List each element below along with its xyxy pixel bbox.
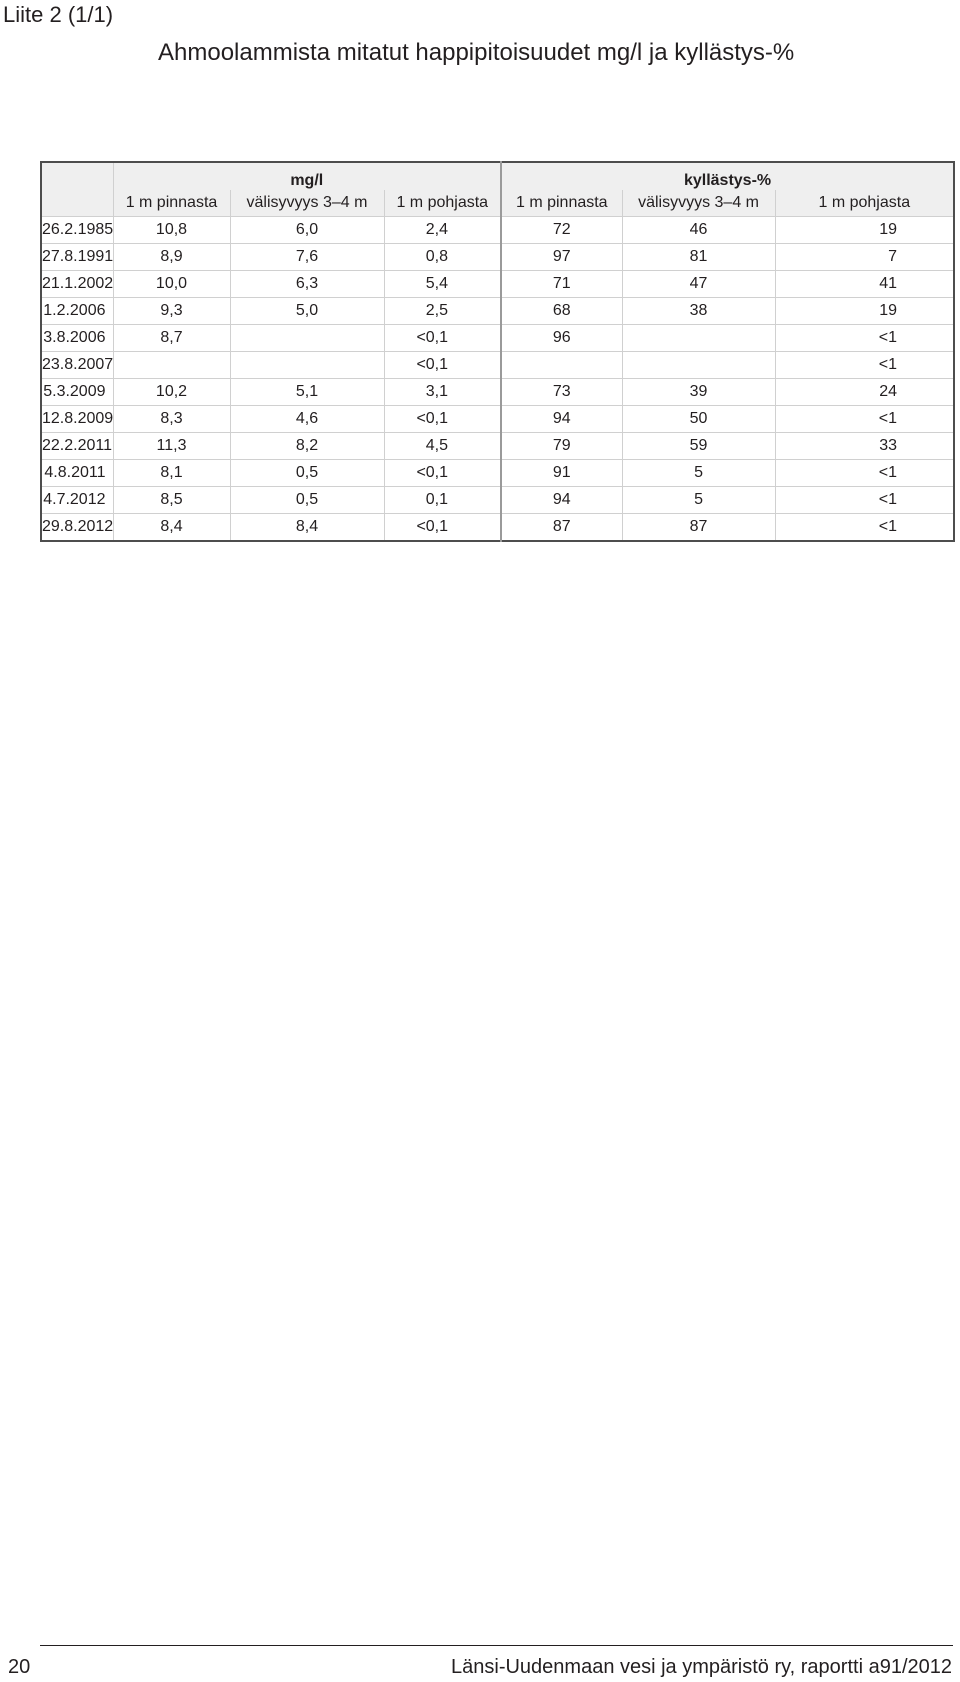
table-row <box>41 298 954 325</box>
value-cell: 8,4 <box>230 514 384 542</box>
table-row <box>41 271 954 298</box>
table-row <box>41 514 954 542</box>
col-header: 1 m pinnasta <box>501 190 622 217</box>
date-cell: 5.3.2009 <box>41 379 113 406</box>
value-cell: 4,6 <box>230 406 384 433</box>
corner-cell <box>41 162 113 190</box>
table-row <box>41 406 954 433</box>
value-cell: 46 <box>622 217 775 244</box>
col-header: välisyvyys 3–4 m <box>622 190 775 217</box>
value-cell: 0,1 <box>384 487 501 514</box>
value-cell: 6,3 <box>230 271 384 298</box>
value-cell: 0,5 <box>230 460 384 487</box>
value-cell: 10,2 <box>113 379 230 406</box>
value-cell: 96 <box>501 325 622 352</box>
value-cell: 8,5 <box>113 487 230 514</box>
value-cell: 24 <box>775 379 954 406</box>
value-cell: 94 <box>501 406 622 433</box>
page-number: 20 <box>8 1656 31 1678</box>
table-row <box>41 217 954 244</box>
value-cell: 11,3 <box>113 433 230 460</box>
value-cell: <1 <box>775 514 954 542</box>
value-cell <box>230 352 384 379</box>
value-cell: 71 <box>501 271 622 298</box>
table-row <box>41 487 954 514</box>
col-header: 1 m pohjasta <box>384 190 501 217</box>
value-cell: 72 <box>501 217 622 244</box>
value-cell: 81 <box>622 244 775 271</box>
value-cell: <1 <box>775 352 954 379</box>
col-header: 1 m pinnasta <box>113 190 230 217</box>
value-cell: 0,8 <box>384 244 501 271</box>
value-cell <box>622 352 775 379</box>
appendix-label: Liite 2 (1/1) <box>3 2 114 27</box>
value-cell: <0,1 <box>384 406 501 433</box>
oxygen-table <box>40 161 955 542</box>
value-cell: 5 <box>622 487 775 514</box>
value-cell: 50 <box>622 406 775 433</box>
col-header: välisyvyys 3–4 m <box>230 190 384 217</box>
value-cell: 2,4 <box>384 217 501 244</box>
value-cell: 47 <box>622 271 775 298</box>
value-cell: 10,0 <box>113 271 230 298</box>
value-cell: 91 <box>501 460 622 487</box>
value-cell: 8,3 <box>113 406 230 433</box>
date-cell: 4.8.2011 <box>41 460 113 487</box>
value-cell: <0,1 <box>384 460 501 487</box>
group-header-saturation: kyllästys-% <box>501 162 954 190</box>
value-cell: <0,1 <box>384 352 501 379</box>
table-row <box>41 433 954 460</box>
value-cell: 8,1 <box>113 460 230 487</box>
value-cell: 59 <box>622 433 775 460</box>
value-cell: <1 <box>775 406 954 433</box>
value-cell: <0,1 <box>384 325 501 352</box>
value-cell: 19 <box>775 298 954 325</box>
value-cell: 5,1 <box>230 379 384 406</box>
value-cell: 33 <box>775 433 954 460</box>
value-cell: 2,5 <box>384 298 501 325</box>
date-cell: 26.2.1985 <box>41 217 113 244</box>
date-cell: 27.8.1991 <box>41 244 113 271</box>
value-cell: 3,1 <box>384 379 501 406</box>
value-cell: 41 <box>775 271 954 298</box>
value-cell: <1 <box>775 460 954 487</box>
value-cell: 8,4 <box>113 514 230 542</box>
value-cell: <1 <box>775 325 954 352</box>
table-row <box>41 379 954 406</box>
page-title: Ahmoolammista mitatut happipitoisuudet mg/l ja kyllästys-% <box>158 39 795 66</box>
table-row <box>41 460 954 487</box>
value-cell: 19 <box>775 217 954 244</box>
date-cell: 1.2.2006 <box>41 298 113 325</box>
value-cell: 73 <box>501 379 622 406</box>
footer-publisher: Länsi-Uudenmaan vesi ja ympäristö ry, raportti a91/2012 <box>451 1656 952 1678</box>
value-cell: 68 <box>501 298 622 325</box>
value-cell <box>230 325 384 352</box>
value-cell: 79 <box>501 433 622 460</box>
value-cell: 94 <box>501 487 622 514</box>
value-cell: 9,3 <box>113 298 230 325</box>
value-cell: 38 <box>622 298 775 325</box>
date-cell: 23.8.2007 <box>41 352 113 379</box>
value-cell: <1 <box>775 487 954 514</box>
date-cell: 12.8.2009 <box>41 406 113 433</box>
value-cell: 8,7 <box>113 325 230 352</box>
date-cell: 22.2.2011 <box>41 433 113 460</box>
date-cell: 4.7.2012 <box>41 487 113 514</box>
value-cell <box>622 325 775 352</box>
value-cell: 4,5 <box>384 433 501 460</box>
value-cell: 6,0 <box>230 217 384 244</box>
value-cell: 5 <box>622 460 775 487</box>
date-cell: 21.1.2002 <box>41 271 113 298</box>
value-cell: 87 <box>622 514 775 542</box>
value-cell <box>501 352 622 379</box>
value-cell: 8,2 <box>230 433 384 460</box>
value-cell: 10,8 <box>113 217 230 244</box>
date-cell: 29.8.2012 <box>41 514 113 542</box>
value-cell: 39 <box>622 379 775 406</box>
date-cell: 3.8.2006 <box>41 325 113 352</box>
value-cell: 5,0 <box>230 298 384 325</box>
footer-rule <box>40 1645 953 1646</box>
corner-cell-sub <box>41 190 113 217</box>
value-cell: 7,6 <box>230 244 384 271</box>
value-cell: 7 <box>775 244 954 271</box>
value-cell: 5,4 <box>384 271 501 298</box>
value-cell: 97 <box>501 244 622 271</box>
value-cell <box>113 352 230 379</box>
table-row <box>41 325 954 352</box>
group-header-mgl: mg/l <box>113 162 501 190</box>
table-row <box>41 352 954 379</box>
value-cell: <0,1 <box>384 514 501 542</box>
value-cell: 8,9 <box>113 244 230 271</box>
value-cell: 87 <box>501 514 622 542</box>
table-row <box>41 244 954 271</box>
col-header: 1 m pohjasta <box>775 190 954 217</box>
value-cell: 0,5 <box>230 487 384 514</box>
